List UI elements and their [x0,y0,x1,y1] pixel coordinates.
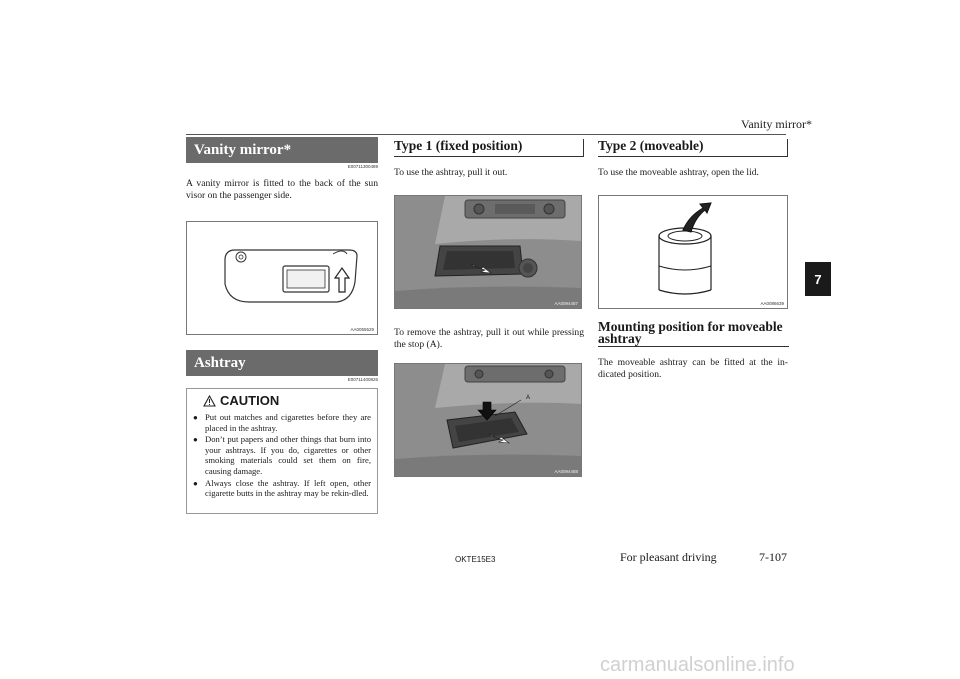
up-arrow-icon [335,268,349,292]
caution-item [193,434,371,476]
stop-a-label: A [526,395,531,401]
watermark: carmanualsonline.info [600,654,795,676]
moveable-ashtray-figure [598,195,788,309]
figure-id: AA0055529 [350,327,374,332]
running-header: Vanity mirror* [741,117,812,131]
caution-item [193,478,371,499]
chapter-tab[interactable]: 7 [805,262,831,296]
mounting-heading-text: Mounting position for moveable ashtray [598,319,783,346]
bullet-icon: ● [193,413,198,422]
caution-text: Don’t put papers and other things that burn into your ashtrays. If you do, cigarettes or other smoking materials could set them on fire, causing damage. [205,434,371,476]
vanity-section-code: E00711300489 [347,164,378,169]
bullet-icon: ● [193,478,198,488]
figure-id: AA0086639 [760,301,784,306]
ashtray-pull-illustration [395,196,581,308]
type1-text-remove: To remove the ashtray, pull it out while pressing the stop (A). [394,327,584,350]
column-right [598,139,788,381]
vanity-text: A vanity mirror is fitted to the back of the sun visor on the passenger side. [186,178,378,201]
page-number: 7-107 [759,550,787,564]
type2-heading: Type 2 (moveable) [598,139,788,157]
bullet-icon: ● [193,435,198,445]
caution-text: Always close the ashtray. If left open, other cigarette butts in the ashtray may be rekin-dled. [205,477,371,499]
vanity-mirror-figure [186,221,378,335]
vanity-mirror-heading: Vanity mirror* [186,137,378,163]
type1-heading: Type 1 (fixed position) [394,139,584,157]
type2-text: To use the moveable ashtray, open the lid. [598,167,759,178]
footer-section: For pleasant driving [620,550,717,564]
column-middle [394,139,584,477]
ashtray-pull-figure [394,195,582,309]
caution-label: CAUTION [220,393,280,408]
ashtray-heading: Ashtray [186,350,378,376]
warning-icon [203,395,216,407]
ashtray-remove-figure [394,363,582,477]
caution-title [193,393,371,408]
figure-id: AA0094488 [554,469,578,474]
column-left [186,137,378,514]
open-lid-arrow-icon [683,203,711,232]
caution-text: Put out matches and cigarettes before they are placed in the ashtray. [205,412,371,433]
caution-box [186,388,378,514]
moveable-ashtray-illustration [599,196,787,308]
footer-code: OKTE15E3 [455,555,496,564]
ashtray-remove-illustration [395,364,581,476]
sun-visor-illustration [187,222,377,334]
caution-item [193,412,371,433]
header-rule [186,134,786,135]
ashtray-section-code: E00711400826 [347,377,378,382]
mounting-text: The moveable ashtray can be fitted at the in-dicated position. [598,357,788,380]
type1-text-pull: To use the ashtray, pull it out. [394,167,508,178]
mounting-heading-rule [598,346,789,347]
figure-id: AA0094487 [554,301,578,306]
mounting-heading [598,321,788,345]
